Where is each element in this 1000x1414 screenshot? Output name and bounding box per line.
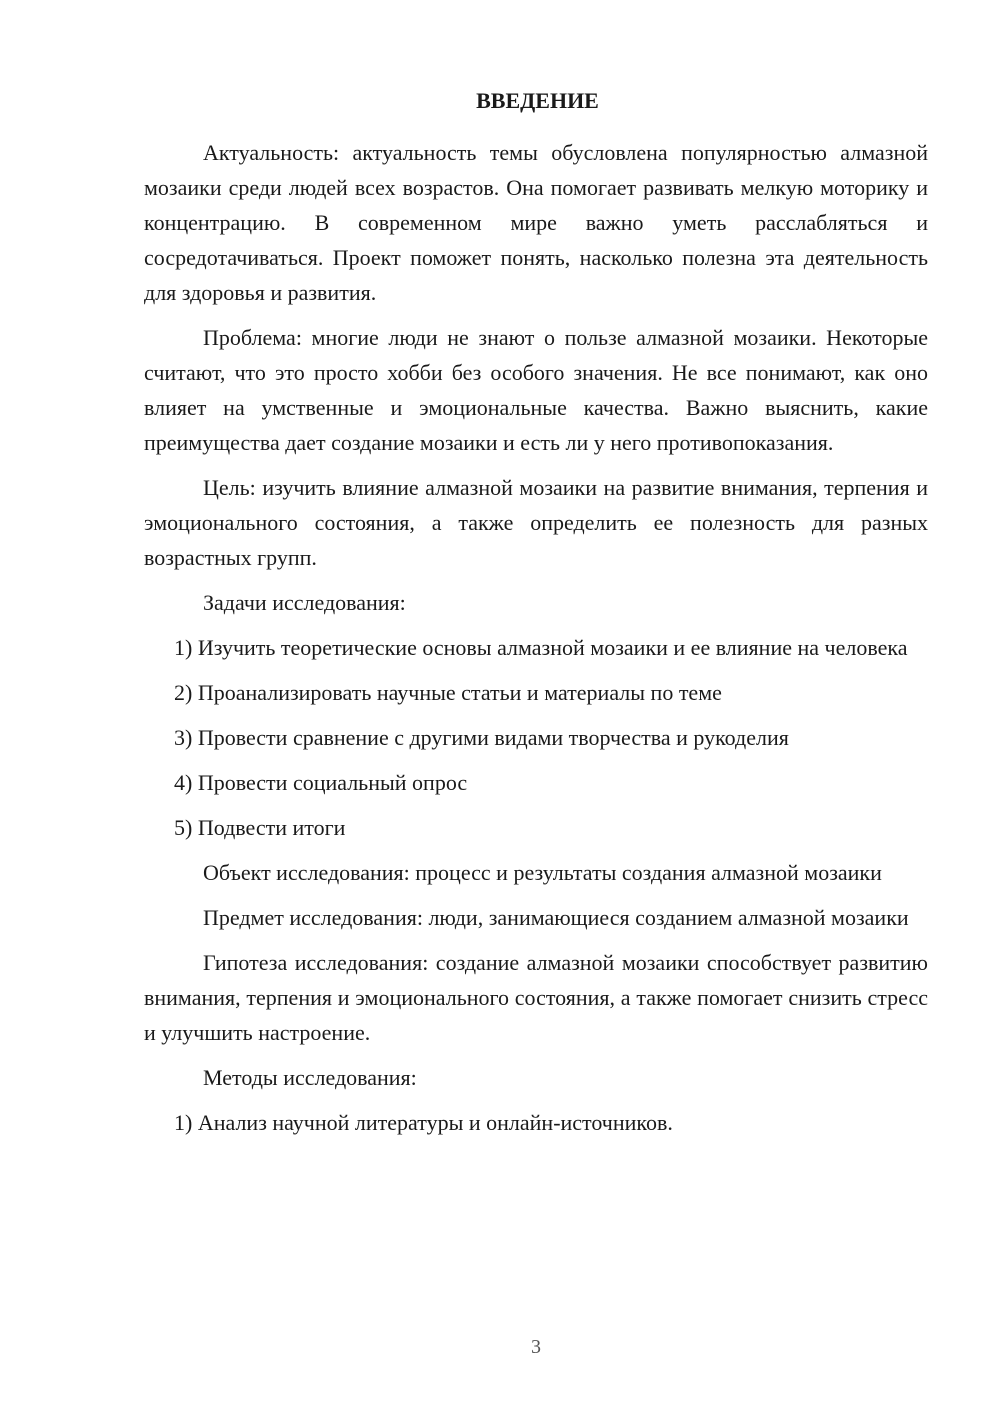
relevance-paragraph: Актуальность: актуальность темы обусловлена популярностью алмазной мозаики среди людей всех возрастов. Она помогает развивать мелкую моторику и концентрацию. В современном мире важно уметь расслабляться и сосредотачиваться. Проект поможет понять, насколько полезна эта деятельность для здоровья и развития. — [144, 140, 928, 305]
problem-paragraph: Проблема: многие люди не знают о пользе алмазной мозаики. Некоторые считают, что это просто хобби без особого значения. Не все понимают, как оно влияет на умственные и эмоциональные качества. Важно выяснить, какие преимущества дает создание мозаики и есть ли у него противопоказания. — [144, 325, 928, 455]
document-page — [144, 90, 928, 1150]
page-number: 3 — [531, 1336, 541, 1358]
methods-heading: Методы исследования: — [203, 1065, 417, 1090]
object-paragraph: Объект исследования: процесс и результаты создания алмазной мозаики — [203, 860, 882, 885]
subject-paragraph: Предмет исследования: люди, занимающиеся созданием алмазной мозаики — [203, 905, 909, 930]
goal-paragraph: Цель: изучить влияние алмазной мозаики на развитие внимания, терпения и эмоционального состояния, а также определить ее полезность для разных возрастных групп. — [144, 475, 928, 570]
hypothesis-paragraph: Гипотеза исследования: создание алмазной мозаики способствует развитию внимания, терпения и эмоционального состояния, а также помогает снизить стресс и улучшить настроение. — [144, 950, 928, 1045]
method-item-1: 1) Анализ научной литературы и онлайн-источников. — [174, 1110, 673, 1135]
task-item-1: 1) Изучить теоретические основы алмазной мозаики и ее влияние на человека — [174, 635, 908, 660]
task-item-3: 3) Провести сравнение с другими видами творчества и рукоделия — [174, 725, 789, 750]
task-item-4: 4) Провести социальный опрос — [174, 770, 468, 795]
task-item-2: 2) Проанализировать научные статьи и материалы по теме — [174, 680, 722, 705]
tasks-heading: Задачи исследования: — [203, 590, 406, 615]
page-title: ВВЕДЕНИЕ — [476, 88, 599, 113]
task-item-5: 5) Подвести итоги — [174, 815, 346, 840]
